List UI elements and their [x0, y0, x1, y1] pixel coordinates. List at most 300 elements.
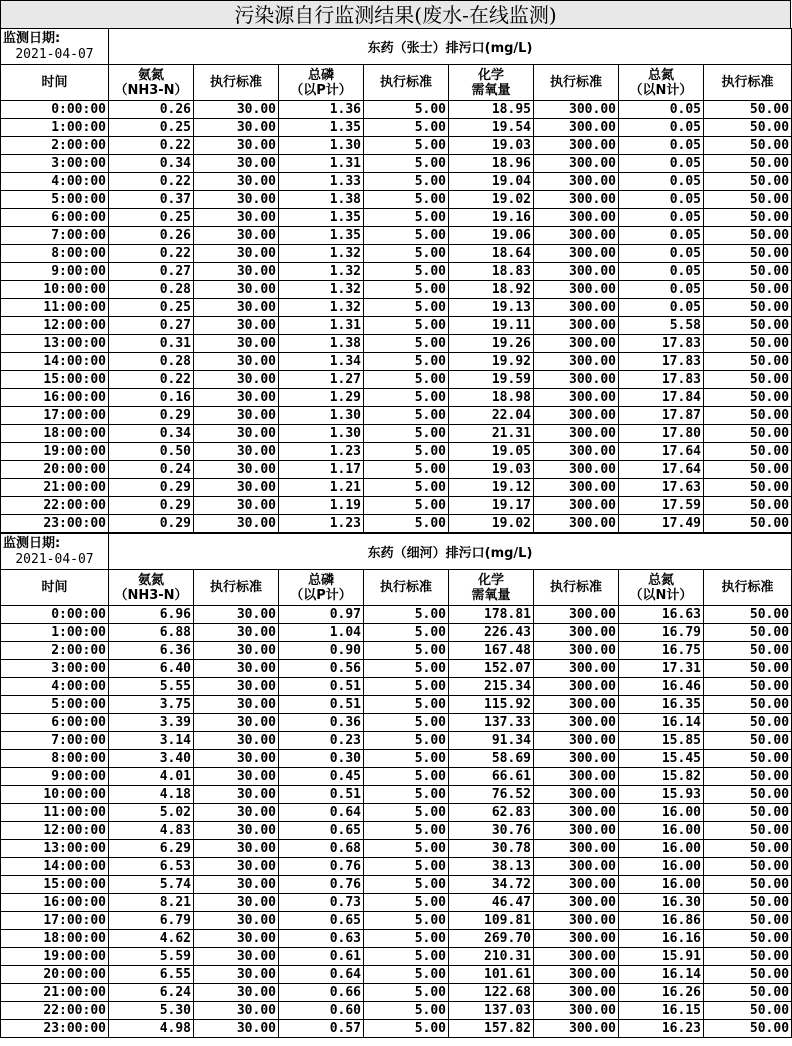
section-header-row	[1, 534, 792, 570]
value-cell: 1.17	[279, 461, 364, 479]
column-header-line: （以N计）	[629, 82, 693, 98]
value-cell: 300.00	[534, 137, 619, 155]
value-cell: 0.56	[279, 660, 364, 678]
value-cell: 210.31	[449, 948, 534, 966]
value-cell: 50.00	[704, 227, 792, 245]
table-row	[1, 353, 792, 371]
value-cell: 300.00	[534, 425, 619, 443]
value-cell: 0.27	[109, 263, 194, 281]
monitor-date-cell	[1, 29, 109, 65]
value-cell: 30.00	[194, 407, 279, 425]
value-cell: 30.00	[194, 966, 279, 984]
value-cell: 50.00	[704, 191, 792, 209]
value-cell: 1.32	[279, 263, 364, 281]
value-cell: 0.29	[109, 515, 194, 533]
time-cell: 19:00:00	[1, 443, 109, 461]
value-cell: 0.90	[279, 642, 364, 660]
value-cell: 0.30	[279, 750, 364, 768]
table-row	[1, 660, 792, 678]
value-cell: 0.76	[279, 858, 364, 876]
column-header-line: 执行标准	[209, 580, 262, 595]
time-cell: 8:00:00	[1, 750, 109, 768]
value-cell: 300.00	[534, 732, 619, 750]
value-cell: 300.00	[534, 227, 619, 245]
value-cell: 5.00	[364, 840, 449, 858]
value-cell: 50.00	[704, 155, 792, 173]
data-table-1	[0, 533, 792, 1038]
time-cell: 0:00:00	[1, 606, 109, 624]
time-cell: 13:00:00	[1, 335, 109, 353]
value-cell: 30.00	[194, 1002, 279, 1020]
table-row	[1, 245, 792, 263]
value-cell: 300.00	[534, 155, 619, 173]
value-cell: 300.00	[534, 948, 619, 966]
column-header	[364, 570, 449, 606]
value-cell: 17.83	[619, 353, 704, 371]
column-header-line: 化学	[477, 67, 504, 83]
value-cell: 5.30	[109, 1002, 194, 1020]
value-cell: 50.00	[704, 443, 792, 461]
value-cell: 1.38	[279, 335, 364, 353]
value-cell: 0.25	[109, 299, 194, 317]
value-cell: 66.61	[449, 768, 534, 786]
column-header	[364, 65, 449, 101]
column-header	[619, 65, 704, 101]
value-cell: 50.00	[704, 479, 792, 497]
time-cell: 18:00:00	[1, 425, 109, 443]
value-cell: 50.00	[704, 750, 792, 768]
value-cell: 0.05	[619, 227, 704, 245]
value-cell: 5.00	[364, 191, 449, 209]
value-cell: 5.00	[364, 858, 449, 876]
value-cell: 30.76	[449, 822, 534, 840]
value-cell: 19.02	[449, 191, 534, 209]
value-cell: 3.14	[109, 732, 194, 750]
column-header-line: 执行标准	[549, 580, 602, 595]
value-cell: 18.64	[449, 245, 534, 263]
time-cell: 18:00:00	[1, 930, 109, 948]
table-row	[1, 155, 792, 173]
value-cell: 30.00	[194, 984, 279, 1002]
time-cell: 5:00:00	[1, 696, 109, 714]
value-cell: 5.00	[364, 696, 449, 714]
value-cell: 19.12	[449, 479, 534, 497]
table-row	[1, 696, 792, 714]
time-cell: 23:00:00	[1, 515, 109, 533]
value-cell: 17.87	[619, 407, 704, 425]
value-cell: 300.00	[534, 984, 619, 1002]
table-row	[1, 479, 792, 497]
value-cell: 300.00	[534, 1020, 619, 1038]
value-cell: 300.00	[534, 750, 619, 768]
value-cell: 5.74	[109, 876, 194, 894]
value-cell: 300.00	[534, 966, 619, 984]
outlet-name: 东药（细河）排污口(mg/L)	[109, 534, 792, 570]
value-cell: 38.13	[449, 858, 534, 876]
value-cell: 300.00	[534, 443, 619, 461]
value-cell: 4.18	[109, 786, 194, 804]
value-cell: 30.00	[194, 119, 279, 137]
column-header	[619, 570, 704, 606]
value-cell: 62.83	[449, 804, 534, 822]
value-cell: 300.00	[534, 515, 619, 533]
value-cell: 0.76	[279, 876, 364, 894]
value-cell: 1.29	[279, 389, 364, 407]
value-cell: 0.45	[279, 768, 364, 786]
value-cell: 30.00	[194, 822, 279, 840]
value-cell: 300.00	[534, 858, 619, 876]
time-cell: 15:00:00	[1, 371, 109, 389]
time-cell: 3:00:00	[1, 660, 109, 678]
value-cell: 30.00	[194, 786, 279, 804]
value-cell: 50.00	[704, 642, 792, 660]
column-header-line: 执行标准	[721, 580, 774, 595]
value-cell: 58.69	[449, 750, 534, 768]
time-cell: 9:00:00	[1, 768, 109, 786]
value-cell: 15.85	[619, 732, 704, 750]
value-cell: 19.11	[449, 317, 534, 335]
column-header-line: 执行标准	[549, 75, 602, 90]
value-cell: 17.64	[619, 443, 704, 461]
table-row	[1, 389, 792, 407]
value-cell: 0.24	[109, 461, 194, 479]
value-cell: 30.00	[194, 930, 279, 948]
value-cell: 30.00	[194, 443, 279, 461]
value-cell: 19.13	[449, 299, 534, 317]
value-cell: 8.21	[109, 894, 194, 912]
time-cell: 8:00:00	[1, 245, 109, 263]
value-cell: 30.00	[194, 858, 279, 876]
value-cell: 1.36	[279, 101, 364, 119]
value-cell: 6.36	[109, 642, 194, 660]
value-cell: 30.00	[194, 894, 279, 912]
value-cell: 3.39	[109, 714, 194, 732]
value-cell: 30.00	[194, 461, 279, 479]
value-cell: 226.43	[449, 624, 534, 642]
time-cell: 3:00:00	[1, 155, 109, 173]
value-cell: 50.00	[704, 624, 792, 642]
value-cell: 0.28	[109, 281, 194, 299]
value-cell: 300.00	[534, 678, 619, 696]
value-cell: 5.00	[364, 299, 449, 317]
value-cell: 50.00	[704, 966, 792, 984]
column-header	[1, 570, 109, 606]
value-cell: 0.05	[619, 173, 704, 191]
table-row	[1, 443, 792, 461]
value-cell: 30.00	[194, 660, 279, 678]
column-header	[279, 570, 364, 606]
value-cell: 17.59	[619, 497, 704, 515]
monitor-date-label: 监测日期:	[3, 535, 61, 551]
table-row	[1, 840, 792, 858]
value-cell: 4.62	[109, 930, 194, 948]
value-cell: 50.00	[704, 407, 792, 425]
value-cell: 0.27	[109, 317, 194, 335]
table-row	[1, 822, 792, 840]
value-cell: 50.00	[704, 768, 792, 786]
table-row	[1, 227, 792, 245]
value-cell: 19.17	[449, 497, 534, 515]
table-row	[1, 497, 792, 515]
value-cell: 0.61	[279, 948, 364, 966]
table-row	[1, 371, 792, 389]
value-cell: 5.00	[364, 209, 449, 227]
monitor-date-value: 2021-04-07	[15, 551, 94, 567]
value-cell: 0.65	[279, 822, 364, 840]
value-cell: 30.00	[194, 227, 279, 245]
value-cell: 5.55	[109, 678, 194, 696]
table-row	[1, 948, 792, 966]
value-cell: 0.16	[109, 389, 194, 407]
value-cell: 5.00	[364, 245, 449, 263]
value-cell: 19.26	[449, 335, 534, 353]
column-header	[109, 65, 194, 101]
table-row	[1, 407, 792, 425]
value-cell: 0.34	[109, 425, 194, 443]
value-cell: 21.31	[449, 425, 534, 443]
value-cell: 50.00	[704, 497, 792, 515]
value-cell: 300.00	[534, 173, 619, 191]
value-cell: 0.05	[619, 245, 704, 263]
column-header	[279, 65, 364, 101]
value-cell: 30.00	[194, 191, 279, 209]
time-cell: 23:00:00	[1, 1020, 109, 1038]
value-cell: 50.00	[704, 137, 792, 155]
table-row	[1, 425, 792, 443]
value-cell: 300.00	[534, 876, 619, 894]
value-cell: 1.32	[279, 299, 364, 317]
value-cell: 0.05	[619, 101, 704, 119]
value-cell: 5.00	[364, 227, 449, 245]
time-cell: 2:00:00	[1, 137, 109, 155]
value-cell: 17.63	[619, 479, 704, 497]
table-row	[1, 281, 792, 299]
value-cell: 157.82	[449, 1020, 534, 1038]
value-cell: 50.00	[704, 263, 792, 281]
value-cell: 19.92	[449, 353, 534, 371]
value-cell: 5.00	[364, 353, 449, 371]
value-cell: 300.00	[534, 317, 619, 335]
value-cell: 0.05	[619, 299, 704, 317]
time-cell: 12:00:00	[1, 822, 109, 840]
value-cell: 30.00	[194, 335, 279, 353]
value-cell: 50.00	[704, 948, 792, 966]
value-cell: 1.38	[279, 191, 364, 209]
value-cell: 0.31	[109, 335, 194, 353]
value-cell: 22.04	[449, 407, 534, 425]
value-cell: 1.30	[279, 407, 364, 425]
value-cell: 30.00	[194, 353, 279, 371]
value-cell: 5.00	[364, 660, 449, 678]
value-cell: 300.00	[534, 804, 619, 822]
value-cell: 91.34	[449, 732, 534, 750]
value-cell: 30.00	[194, 732, 279, 750]
value-cell: 16.14	[619, 966, 704, 984]
value-cell: 6.88	[109, 624, 194, 642]
value-cell: 4.98	[109, 1020, 194, 1038]
value-cell: 0.05	[619, 137, 704, 155]
value-cell: 17.31	[619, 660, 704, 678]
value-cell: 0.36	[279, 714, 364, 732]
value-cell: 0.05	[619, 191, 704, 209]
value-cell: 6.55	[109, 966, 194, 984]
value-cell: 5.00	[364, 425, 449, 443]
value-cell: 16.46	[619, 678, 704, 696]
time-cell: 21:00:00	[1, 479, 109, 497]
monitor-date-value: 2021-04-07	[15, 46, 94, 62]
value-cell: 17.49	[619, 515, 704, 533]
sections-container	[0, 28, 792, 1038]
value-cell: 5.00	[364, 443, 449, 461]
value-cell: 50.00	[704, 101, 792, 119]
value-cell: 50.00	[704, 173, 792, 191]
column-header-line: 执行标准	[379, 580, 432, 595]
value-cell: 300.00	[534, 930, 619, 948]
value-cell: 300.00	[534, 660, 619, 678]
value-cell: 30.00	[194, 678, 279, 696]
value-cell: 50.00	[704, 912, 792, 930]
value-cell: 1.31	[279, 317, 364, 335]
value-cell: 300.00	[534, 642, 619, 660]
value-cell: 16.63	[619, 606, 704, 624]
value-cell: 30.00	[194, 371, 279, 389]
value-cell: 50.00	[704, 858, 792, 876]
value-cell: 5.00	[364, 678, 449, 696]
value-cell: 19.02	[449, 515, 534, 533]
time-cell: 9:00:00	[1, 263, 109, 281]
table-row	[1, 858, 792, 876]
value-cell: 0.25	[109, 119, 194, 137]
value-cell: 19.59	[449, 371, 534, 389]
value-cell: 50.00	[704, 299, 792, 317]
value-cell: 300.00	[534, 335, 619, 353]
value-cell: 18.83	[449, 263, 534, 281]
table-row	[1, 137, 792, 155]
value-cell: 5.00	[364, 497, 449, 515]
table-row	[1, 804, 792, 822]
value-cell: 50.00	[704, 281, 792, 299]
value-cell: 16.35	[619, 696, 704, 714]
value-cell: 50.00	[704, 317, 792, 335]
time-cell: 11:00:00	[1, 804, 109, 822]
table-row	[1, 515, 792, 533]
value-cell: 300.00	[534, 191, 619, 209]
value-cell: 0.34	[109, 155, 194, 173]
value-cell: 6.24	[109, 984, 194, 1002]
value-cell: 167.48	[449, 642, 534, 660]
column-header-line: 需氧量	[471, 587, 511, 603]
column-header-line: （NH3-N）	[114, 587, 188, 603]
table-row	[1, 299, 792, 317]
value-cell: 300.00	[534, 696, 619, 714]
column-header-line: 执行标准	[379, 75, 432, 90]
value-cell: 30.00	[194, 425, 279, 443]
value-cell: 50.00	[704, 515, 792, 533]
value-cell: 5.00	[364, 101, 449, 119]
value-cell: 19.03	[449, 137, 534, 155]
value-cell: 3.75	[109, 696, 194, 714]
value-cell: 16.15	[619, 1002, 704, 1020]
time-cell: 10:00:00	[1, 281, 109, 299]
value-cell: 50.00	[704, 245, 792, 263]
value-cell: 0.51	[279, 696, 364, 714]
table-row	[1, 624, 792, 642]
time-cell: 14:00:00	[1, 858, 109, 876]
time-cell: 17:00:00	[1, 912, 109, 930]
value-cell: 50.00	[704, 119, 792, 137]
value-cell: 5.00	[364, 984, 449, 1002]
value-cell: 30.00	[194, 173, 279, 191]
value-cell: 1.32	[279, 281, 364, 299]
value-cell: 16.00	[619, 804, 704, 822]
column-header	[534, 65, 619, 101]
value-cell: 50.00	[704, 389, 792, 407]
value-cell: 300.00	[534, 407, 619, 425]
value-cell: 16.00	[619, 840, 704, 858]
value-cell: 5.00	[364, 876, 449, 894]
value-cell: 5.00	[364, 335, 449, 353]
value-cell: 0.28	[109, 353, 194, 371]
value-cell: 6.53	[109, 858, 194, 876]
value-cell: 50.00	[704, 714, 792, 732]
column-header-line: 总氮	[647, 572, 674, 588]
value-cell: 30.00	[194, 714, 279, 732]
value-cell: 15.45	[619, 750, 704, 768]
value-cell: 50.00	[704, 840, 792, 858]
value-cell: 0.05	[619, 155, 704, 173]
value-cell: 19.16	[449, 209, 534, 227]
time-cell: 11:00:00	[1, 299, 109, 317]
value-cell: 0.66	[279, 984, 364, 1002]
value-cell: 300.00	[534, 371, 619, 389]
value-cell: 46.47	[449, 894, 534, 912]
time-cell: 6:00:00	[1, 209, 109, 227]
value-cell: 5.00	[364, 119, 449, 137]
value-cell: 30.00	[194, 263, 279, 281]
value-cell: 5.00	[364, 786, 449, 804]
value-cell: 0.23	[279, 732, 364, 750]
table-row	[1, 894, 792, 912]
value-cell: 300.00	[534, 624, 619, 642]
table-row	[1, 1020, 792, 1038]
monitor-date-cell	[1, 534, 109, 570]
time-cell: 22:00:00	[1, 497, 109, 515]
value-cell: 5.00	[364, 515, 449, 533]
column-header-line: 总磷	[307, 67, 334, 83]
value-cell: 0.57	[279, 1020, 364, 1038]
value-cell: 50.00	[704, 335, 792, 353]
value-cell: 30.78	[449, 840, 534, 858]
column-header-line: 需氧量	[471, 82, 511, 98]
value-cell: 30.00	[194, 750, 279, 768]
column-header-line: （以P计）	[290, 587, 352, 603]
column-header-line: 氨氮	[137, 572, 164, 588]
value-cell: 215.34	[449, 678, 534, 696]
value-cell: 15.82	[619, 768, 704, 786]
value-cell: 0.97	[279, 606, 364, 624]
table-row	[1, 263, 792, 281]
monitor-date-label: 监测日期:	[3, 30, 61, 46]
column-header-line: （以N计）	[629, 587, 693, 603]
value-cell: 30.00	[194, 876, 279, 894]
value-cell: 5.00	[364, 966, 449, 984]
time-cell: 22:00:00	[1, 1002, 109, 1020]
value-cell: 50.00	[704, 804, 792, 822]
time-cell: 20:00:00	[1, 966, 109, 984]
value-cell: 18.95	[449, 101, 534, 119]
value-cell: 300.00	[534, 353, 619, 371]
value-cell: 1.35	[279, 209, 364, 227]
